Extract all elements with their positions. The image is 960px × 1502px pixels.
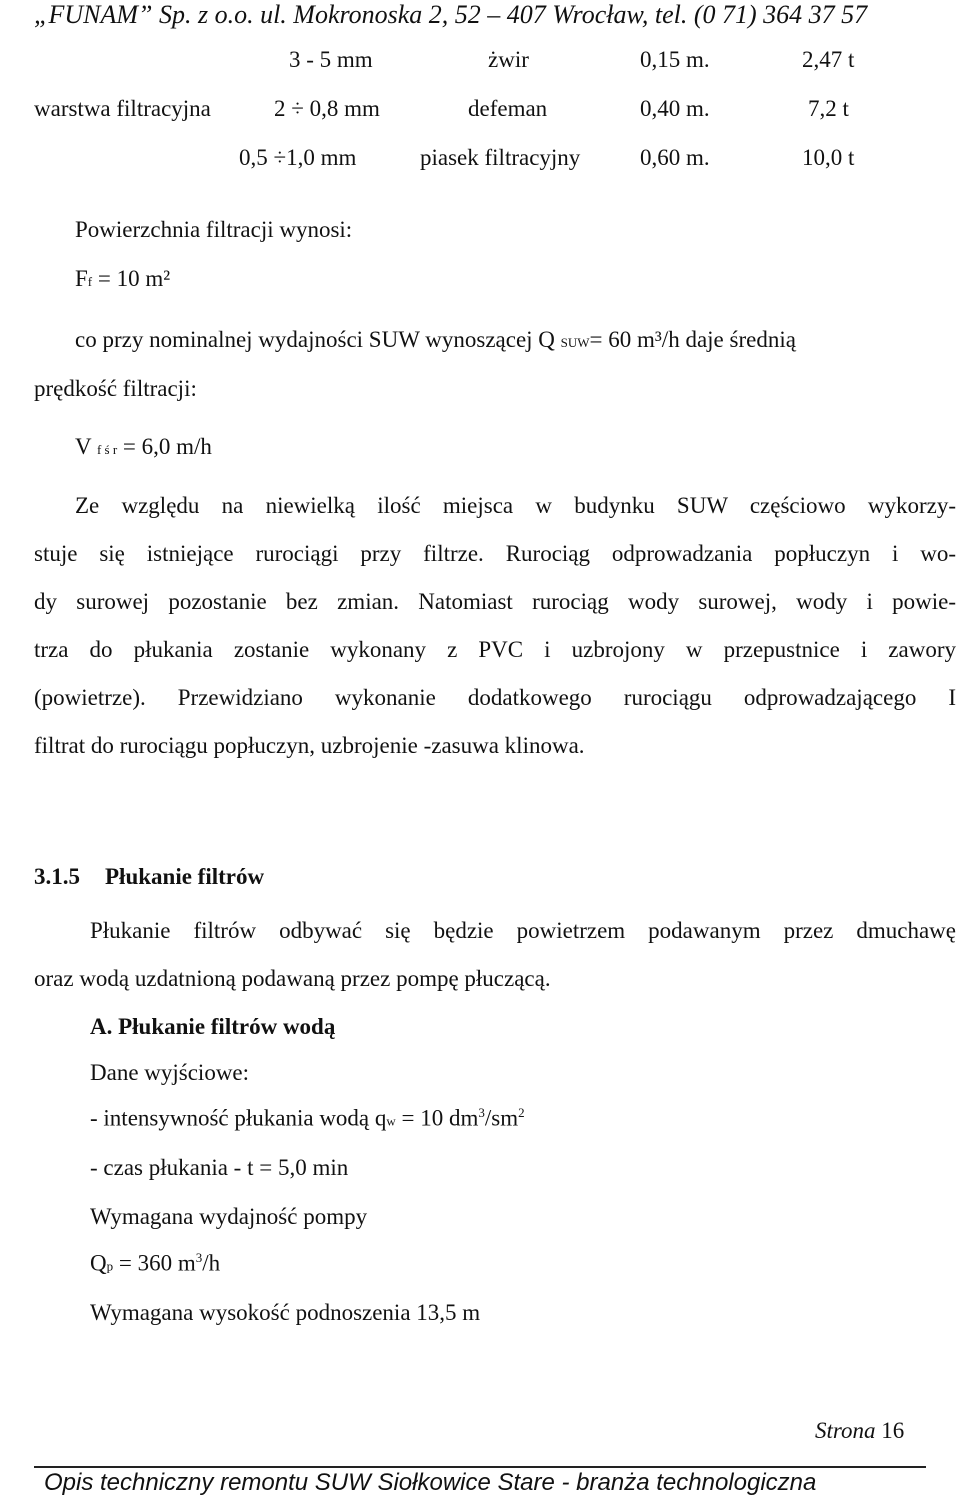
duration-line: - czas płukania - t = 5,0 min bbox=[90, 1155, 349, 1180]
capacity-line-1: co przy nominalnej wydajności SUW wynoszącej Q SUW= 60 m³/h daje średnią bbox=[75, 327, 796, 352]
paragraph-line-5: (powietrze). Przewidziano wykonanie dodatkowego rurociągu odprowadzającego I bbox=[34, 685, 956, 710]
row2-grain: 2 ÷ 0,8 mm bbox=[274, 96, 380, 121]
row3-mass: 10,0 t bbox=[802, 145, 855, 170]
divide-symbol: ÷ bbox=[273, 145, 287, 170]
section-number: 3.1.5 bbox=[34, 864, 80, 889]
section-text-line-1: Płukanie filtrów odbywać się będzie powietrzem podawanym przez dmuchawę bbox=[90, 918, 956, 943]
pump-head: Wymagana wysokość podnoszenia 13,5 m bbox=[90, 1300, 481, 1325]
filter-layer-label: warstwa filtracyjna bbox=[34, 96, 211, 121]
section-text-line-2: oraz wodą uzdatnioną podawaną przez pompę płuczącą. bbox=[34, 966, 551, 991]
row3-height: 0,60 m. bbox=[640, 145, 710, 170]
page-header: „FUNAM” Sp. z o.o. ul. Mokronoska 2, 52 – 407 Wrocław, tel. (0 71) 364 37 57 bbox=[34, 0, 868, 29]
paragraph-line-6: filtrat do rurociągu popłuczyn, uzbrojenie -zasuwa klinowa. bbox=[34, 733, 585, 758]
paragraph-line-3: dy surowej pozostanie bez zmian. Natomiast rurociąg wody surowej, wody i powie- bbox=[34, 589, 956, 614]
intensity-line: - intensywność płukania wodą qw = 10 $dm^3/sm^2$ bbox=[90, 1105, 525, 1131]
footer-rule bbox=[34, 1466, 926, 1468]
section-title: Płukanie filtrów bbox=[105, 864, 265, 889]
divide-symbol: ÷ bbox=[291, 96, 304, 121]
row1-height: 0,15 m. bbox=[640, 47, 710, 72]
row2-mass: 7,2 t bbox=[808, 96, 849, 121]
page-number: Strona 16 bbox=[815, 1418, 905, 1443]
paragraph-line-2: stuje się istniejące rurociągi przy filtrze. Rurociąg odprowadzania popłuczyn i wo- bbox=[34, 541, 956, 566]
row3-material: piasek filtracyjny bbox=[420, 145, 581, 170]
surface-intro: Powierzchnia filtracji wynosi: bbox=[75, 217, 353, 242]
row2-material: defeman bbox=[468, 96, 548, 121]
pump-capacity-label: Wymagana wydajność pompy bbox=[90, 1204, 368, 1229]
input-data-label: Dane wyjściowe: bbox=[90, 1060, 250, 1085]
pump-formula: Qp = 360 $m^3/h$ bbox=[90, 1250, 221, 1276]
paragraph-line-1: Ze względu na niewielką ilość miejsca w budynku SUW częściowo wykorzy- bbox=[75, 493, 956, 518]
surface-formula: Ff = 10 m² bbox=[75, 266, 171, 291]
capacity-line-2: prędkość filtracji: bbox=[34, 376, 197, 401]
row2-height: 0,40 m. bbox=[640, 96, 710, 121]
row1-grain: 3 - 5 mm bbox=[289, 47, 373, 72]
row3-grain: 0,5 ÷1,0 mm bbox=[239, 145, 357, 170]
row1-mass: 2,47 t bbox=[802, 47, 855, 72]
velocity-formula: V f ś r = 6,0 m/h bbox=[75, 434, 212, 459]
page-footer: Opis techniczny remontu SUW Siołkowice Stare - branża technologiczna bbox=[44, 1469, 817, 1496]
subsection-title: A. Płukanie filtrów wodą bbox=[90, 1014, 336, 1039]
row1-material: żwir bbox=[488, 47, 529, 72]
paragraph-line-4: trza do płukania zostanie wykonany z PVC i uzbrojony w przepustnice i zawory bbox=[34, 637, 956, 662]
